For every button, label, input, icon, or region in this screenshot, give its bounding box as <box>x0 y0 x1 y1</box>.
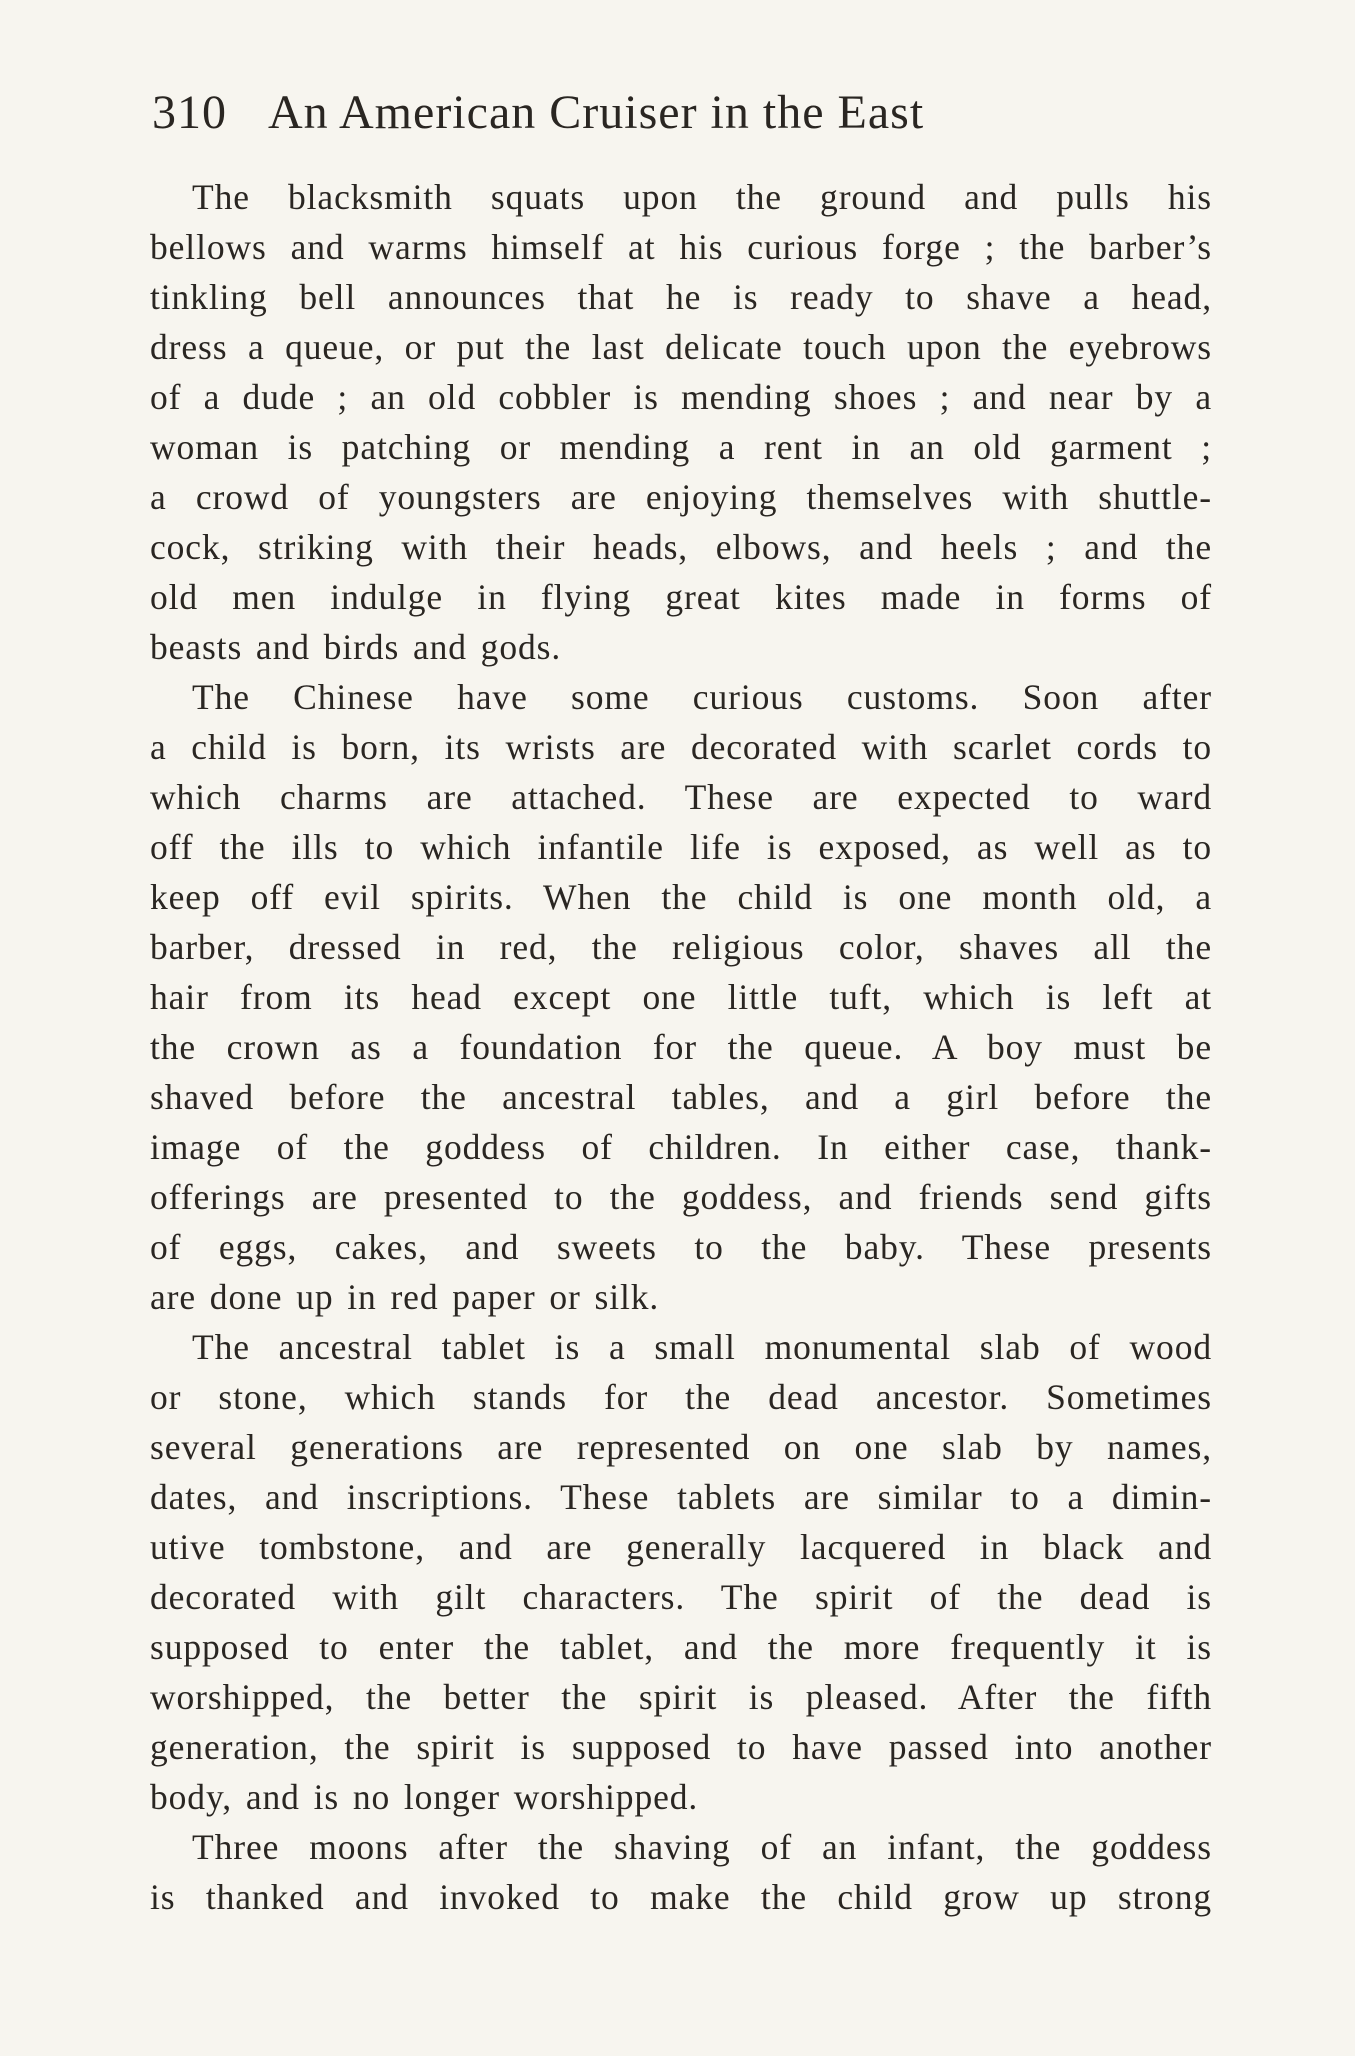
text-line: keep off evil spirits. When the child is one month old, a <box>150 877 1212 917</box>
text-line: of eggs, cakes, and sweets to the baby. These presents <box>150 1227 1212 1267</box>
text-line: offerings are presented to the goddess, and friends send gifts <box>150 1177 1212 1217</box>
text-line: hair from its head except one little tuft, which is left at <box>150 977 1212 1017</box>
text-line: off the ills to which infantile life is exposed, as well as to <box>150 827 1212 867</box>
text-line: The Chinese have some curious customs. Soon after <box>192 677 1212 717</box>
text-line: is thanked and invoked to make the child grow up strong <box>150 1877 1212 1917</box>
text-line: Three moons after the shaving of an infant, the goddess <box>192 1827 1212 1867</box>
text-line: of a dude ; an old cobbler is mending shoes ; and near by a <box>150 377 1212 417</box>
text-line: The blacksmith squats upon the ground and pulls his <box>192 177 1212 217</box>
running-head <box>152 78 1212 148</box>
paragraph <box>150 672 1212 1322</box>
paragraph <box>150 1822 1212 1922</box>
text-line: beasts and birds and gods. <box>150 627 562 667</box>
text-line: body, and is no longer worshipped. <box>150 1777 699 1817</box>
running-head-title: An American Cruiser in the East <box>268 86 925 139</box>
text-line: shaved before the ancestral tables, and a girl before the <box>150 1077 1212 1117</box>
text-line: or stone, which stands for the dead ancestor. Sometimes <box>150 1377 1212 1417</box>
text-line: dates, and inscriptions. These tablets are similar to a dimin- <box>150 1477 1212 1517</box>
text-line: bellows and warms himself at his curious forge ; the barber’s <box>150 227 1212 267</box>
text-line: utive tombstone, and are generally lacquered in black and <box>150 1527 1212 1567</box>
text-line: which charms are attached. These are expected to ward <box>150 777 1212 817</box>
text-line: The ancestral tablet is a small monumental slab of wood <box>192 1327 1212 1367</box>
text-line: barber, dressed in red, the religious color, shaves all the <box>150 927 1212 967</box>
text-line: cock, striking with their heads, elbows, and heels ; and the <box>150 527 1212 567</box>
paragraph <box>150 172 1212 672</box>
text-line: generation, the spirit is supposed to have passed into another <box>150 1727 1212 1767</box>
text-line: supposed to enter the tablet, and the more frequently it is <box>150 1627 1212 1667</box>
text-line: image of the goddess of children. In either case, thank- <box>150 1127 1212 1167</box>
text-line: worshipped, the better the spirit is pleased. After the fifth <box>150 1677 1212 1717</box>
text-line: tinkling bell announces that he is ready to shave a head, <box>150 277 1212 317</box>
text-line: a child is born, its wrists are decorated with scarlet cords to <box>150 727 1212 767</box>
text-line: are done up in red paper or silk. <box>150 1277 660 1317</box>
page-number: 310 <box>152 86 227 139</box>
text-line: several generations are represented on one slab by names, <box>150 1427 1212 1467</box>
body-text <box>150 172 1212 1922</box>
paragraph <box>150 1322 1212 1822</box>
text-line: old men indulge in flying great kites made in forms of <box>150 577 1212 617</box>
text-line: woman is patching or mending a rent in an old garment ; <box>150 427 1212 467</box>
text-line: dress a queue, or put the last delicate touch upon the eyebrows <box>150 327 1212 367</box>
text-line: a crowd of youngsters are enjoying themselves with shuttle- <box>150 477 1212 517</box>
text-line: the crown as a foundation for the queue. A boy must be <box>150 1027 1212 1067</box>
text-line: decorated with gilt characters. The spirit of the dead is <box>150 1577 1212 1617</box>
